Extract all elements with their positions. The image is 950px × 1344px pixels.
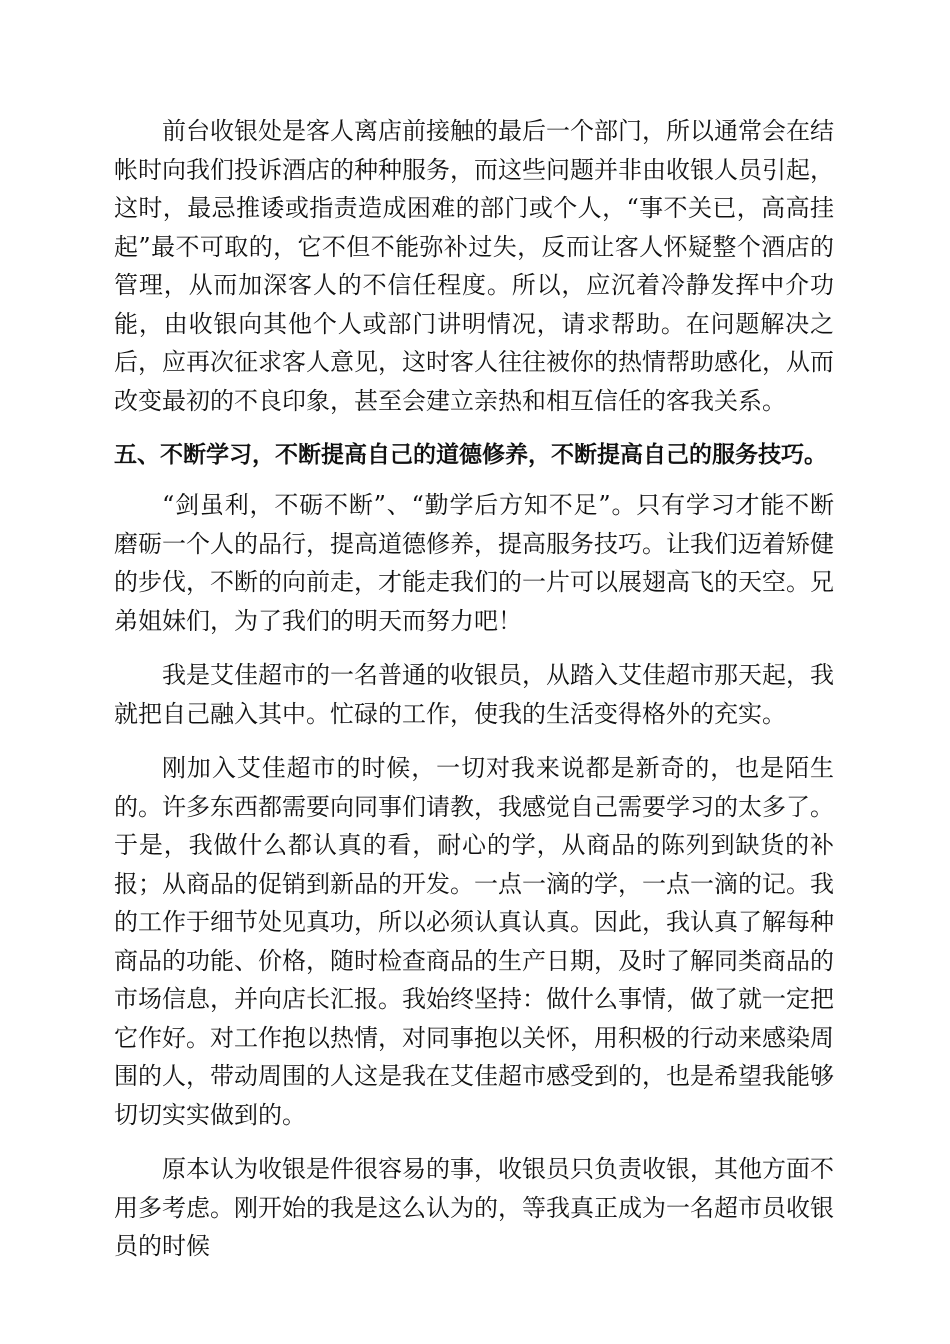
paragraph-front-desk: 前台收银处是客人离店前接触的最后一个部门，所以通常会在结帐时向我们投诉酒店的种种服务，而这些问题并非由收银人员引起，这时，最忌推诿或指责造成困难的部门或个人，“事不关已，高高挂起”最不可取的，它不但不能弥补过失，反而让客人怀疑整个酒店的管理，从而加深客人的不信任程度。所以，应沉着冷静发挥中介功能，由收银向其他个人或部门讲明情况，请求帮助。在问题解决之后，应再次征求客人意见，这时客人往往被你的热情帮助感化，从而改变最初的不良印象，甚至会建立亲热和相互信任的客我关系。: [114, 117, 834, 415]
paragraph-original-belief: 原本认为收银是件很容易的事，收银员只负责收银，其他方面不用多考虑。刚开始的我是这么认为的，等我真正成为一名超市员收银员的时候: [114, 1155, 834, 1260]
document-page: [114, 112, 834, 1282]
paragraph-cashier-intro: 我是艾佳超市的一名普通的收银员，从踏入艾佳超市那天起，我就把自己融入其中。忙碌的工作，使我的生活变得格外的充实。: [114, 661, 834, 728]
section-heading-five: 五、不断学习，不断提高自己的道德修养，不断提高自己的服务技巧。: [114, 442, 827, 468]
paragraph-joining: 刚加入艾佳超市的时候，一切对我来说都是新奇的，也是陌生的。许多东西都需要向同事们请教，我感觉自己需要学习的太多了。于是，我做什么都认真的看，耐心的学，从商品的陈列到缺货的补报；从商品的促销到新品的开发。一点一滴的学，一点一滴的记。我的工作于细节处见真功，所以必须认真认真。因此，我认真了解每种商品的功能、价格，随时检查商品的生产日期，及时了解同类商品的市场信息，并向店长汇报。我始终坚持：做什么事情，做了就一定把它作好。对工作抱以热情，对同事抱以关怀，用积极的行动来感染周围的人，带动周围的人这是我在艾佳超市感受到的，也是希望我能够切切实实做到的。: [114, 754, 834, 1129]
paragraph-learning: “剑虽利，不砺不断”、“勤学后方知不足”。只有学习才能不断磨砺一个人的品行，提高道德修养，提高服务技巧。让我们迈着矫健的步伐，不断的向前走，才能走我们的一片可以展翅高飞的天空。兄弟姐妹们，为了我们的明天而努力吧！: [114, 491, 834, 635]
